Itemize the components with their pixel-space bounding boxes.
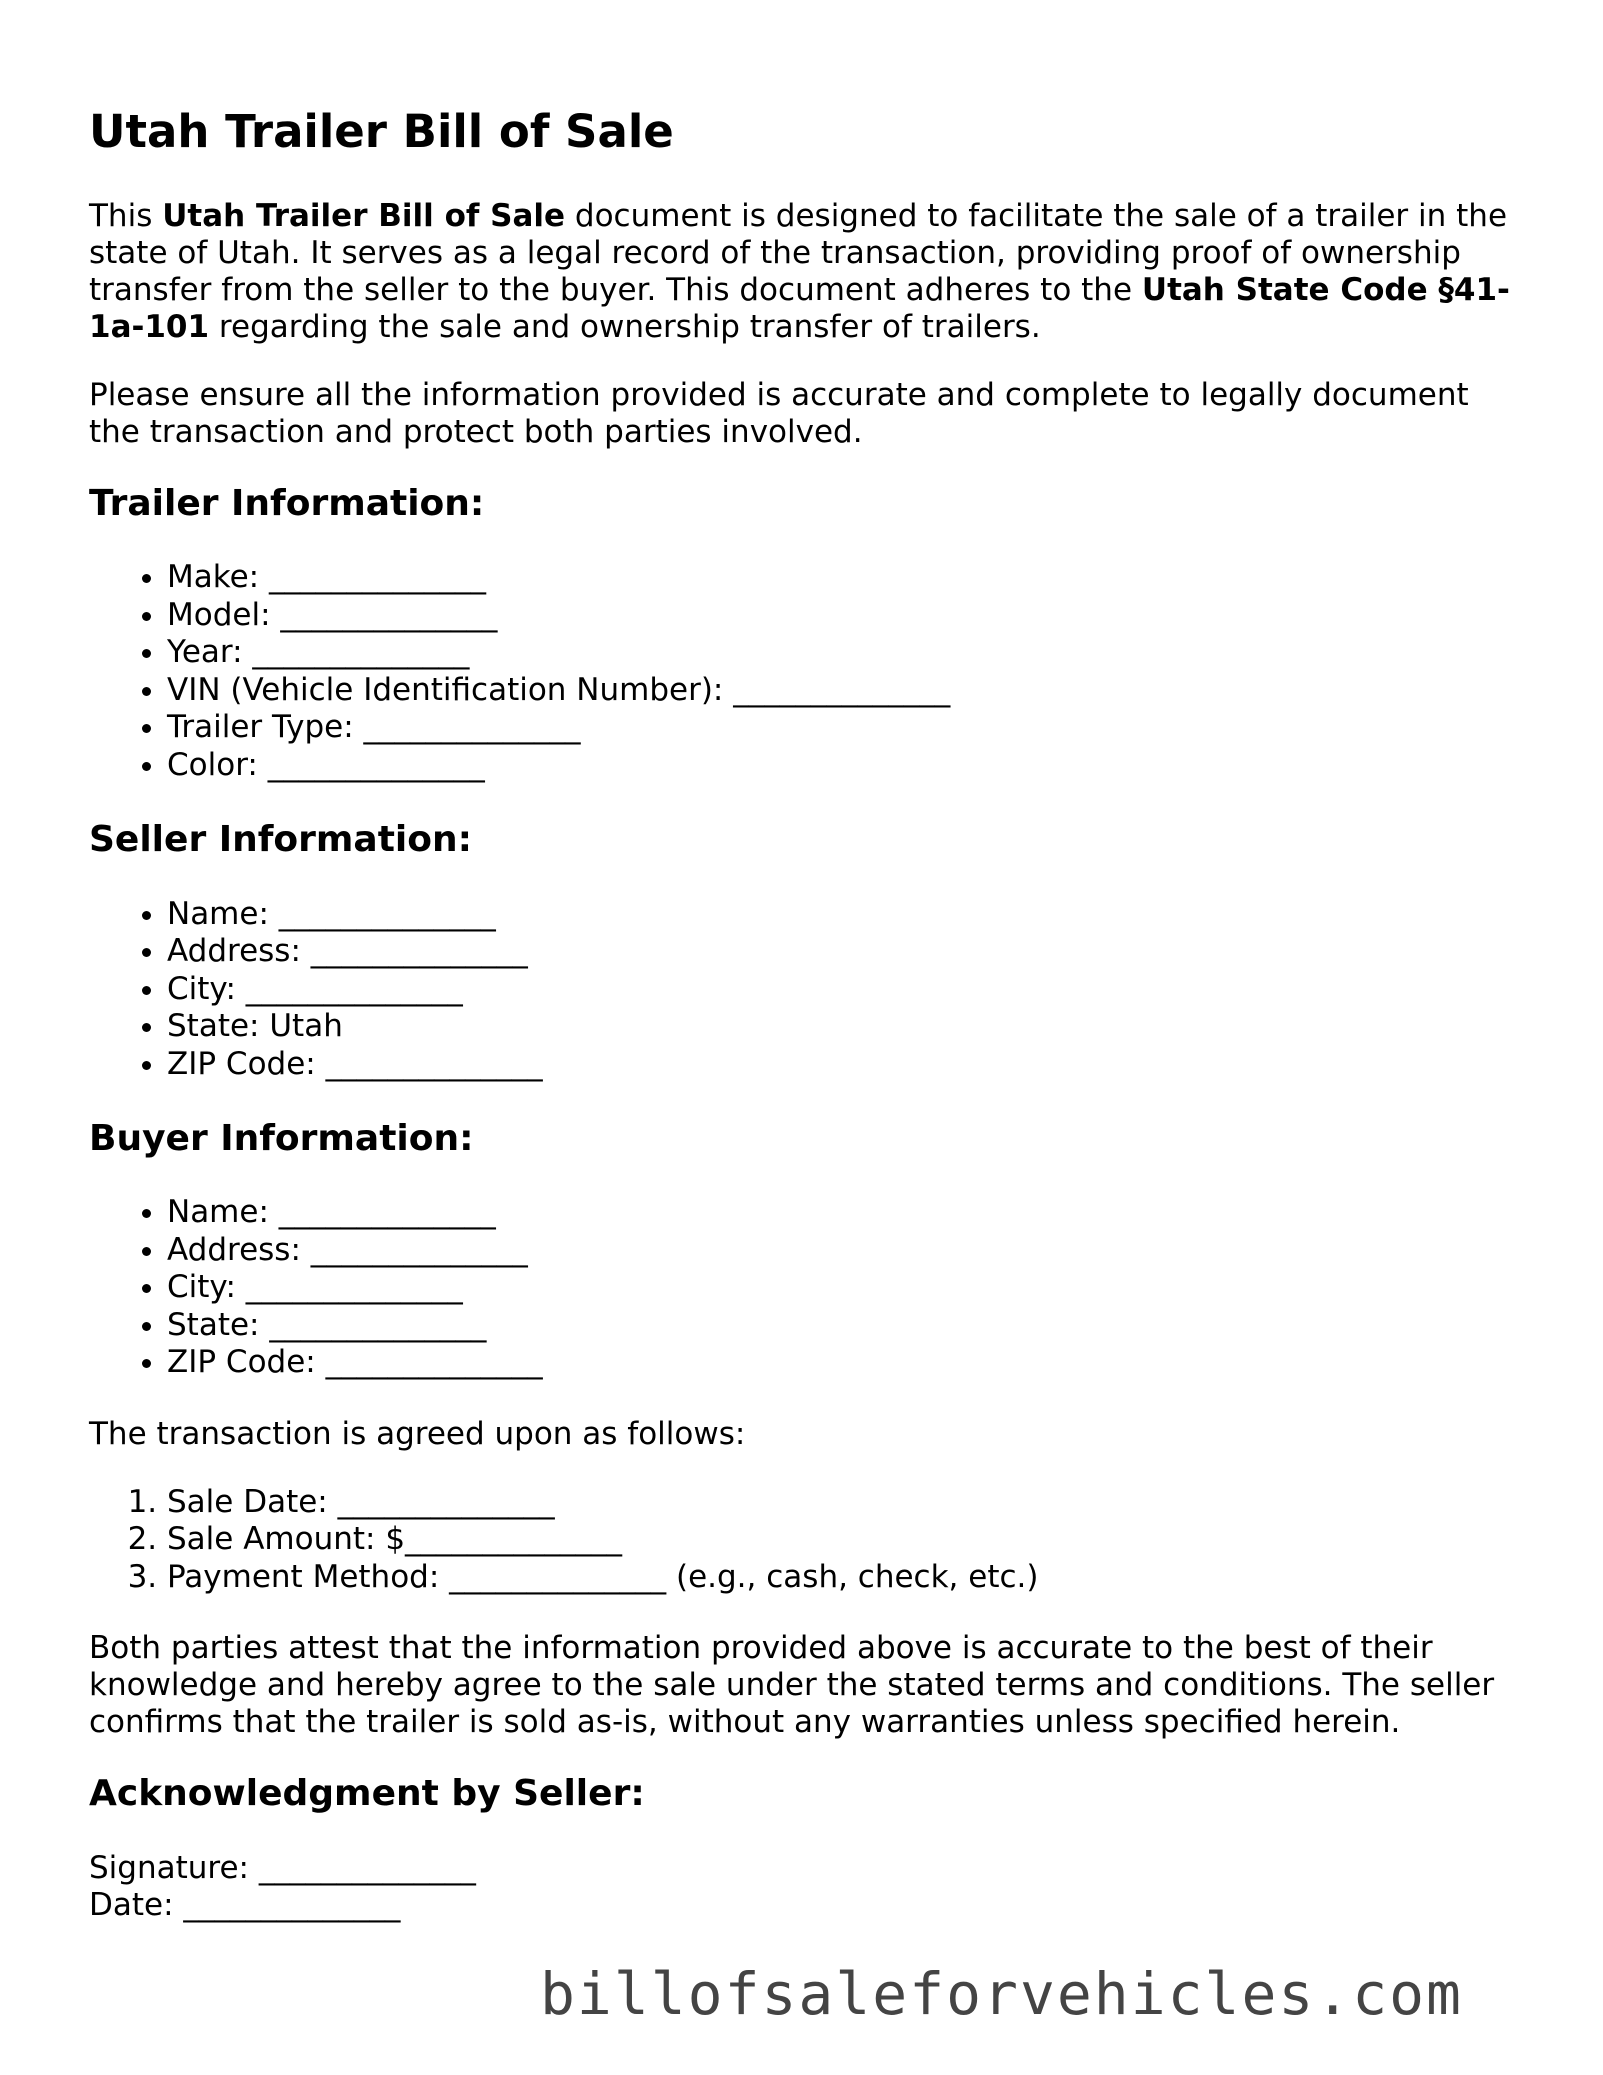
website-watermark: billofsaleforvehicles.com	[540, 1960, 1463, 2028]
list-item: • Make: ______________	[167, 559, 1529, 597]
buyer-info-list	[89, 1194, 1529, 1382]
list-item: • Color: ______________	[167, 747, 1529, 785]
list-item: • Name: ______________	[167, 896, 1529, 934]
trailer-info-list	[89, 559, 1529, 784]
list-item: • Address: ______________	[167, 933, 1529, 971]
list-item: • City: ______________	[167, 1269, 1529, 1307]
list-item: • ZIP Code: ______________	[167, 1046, 1529, 1084]
list-item: • Address: ______________	[167, 1232, 1529, 1270]
list-item: 1. Sale Date: ______________	[167, 1484, 1529, 1522]
seller-info-list	[89, 896, 1529, 1084]
list-item: • City: ______________	[167, 971, 1529, 1009]
list-item: • Name: ______________	[167, 1194, 1529, 1232]
buyer-info-heading: Buyer Information:	[89, 1118, 474, 1160]
list-item: 2. Sale Amount: $______________	[167, 1521, 1529, 1559]
list-item: • ZIP Code: ______________	[167, 1344, 1529, 1382]
acknowledgment-heading: Acknowledgment by Seller:	[89, 1773, 645, 1815]
list-item: • VIN (Vehicle Identification Number): ______________	[167, 672, 1529, 710]
trailer-info-heading: Trailer Information:	[89, 483, 485, 525]
list-item: • State: Utah	[167, 1008, 1529, 1046]
list-item: • State: ______________	[167, 1307, 1529, 1345]
signature-line: Signature: ______________	[89, 1849, 476, 1886]
intro-paragraph: This Utah Trailer Bill of Sale document is designed to facilitate the sale of a trailer in the state of Utah. It serves as a legal record of the transaction, providing proof of ownership transfer from the seller to the buyer. This document adheres to the Utah State Code §41-1a-101 regarding the sale and ownership transfer of trailers.	[89, 198, 1510, 346]
list-item: • Year: ______________	[167, 634, 1529, 672]
attestation-paragraph: Both parties attest that the information provided above is accurate to the best of their knowledge and hereby agree to the sale under the stated terms and conditions. The seller confirms that the trailer is sold as-is, without any warranties unless specified herein.	[89, 1630, 1495, 1741]
document-page	[89, 104, 1529, 1924]
list-item: • Trailer Type: ______________	[167, 709, 1529, 747]
page-title: Utah Trailer Bill of Sale	[89, 105, 674, 158]
notice-paragraph: Please ensure all the information provided is accurate and complete to legally document the transaction and protect both parties involved.	[89, 377, 1469, 451]
transaction-intro: The transaction is agreed upon as follows:	[89, 1415, 746, 1452]
transaction-terms-list	[89, 1484, 1529, 1597]
date-line: Date: ______________	[89, 1886, 401, 1923]
list-item: 3. Payment Method: ______________ (e.g., cash, check, etc.)	[167, 1559, 1529, 1597]
seller-info-heading: Seller Information:	[89, 819, 473, 861]
list-item: • Model: ______________	[167, 597, 1529, 635]
